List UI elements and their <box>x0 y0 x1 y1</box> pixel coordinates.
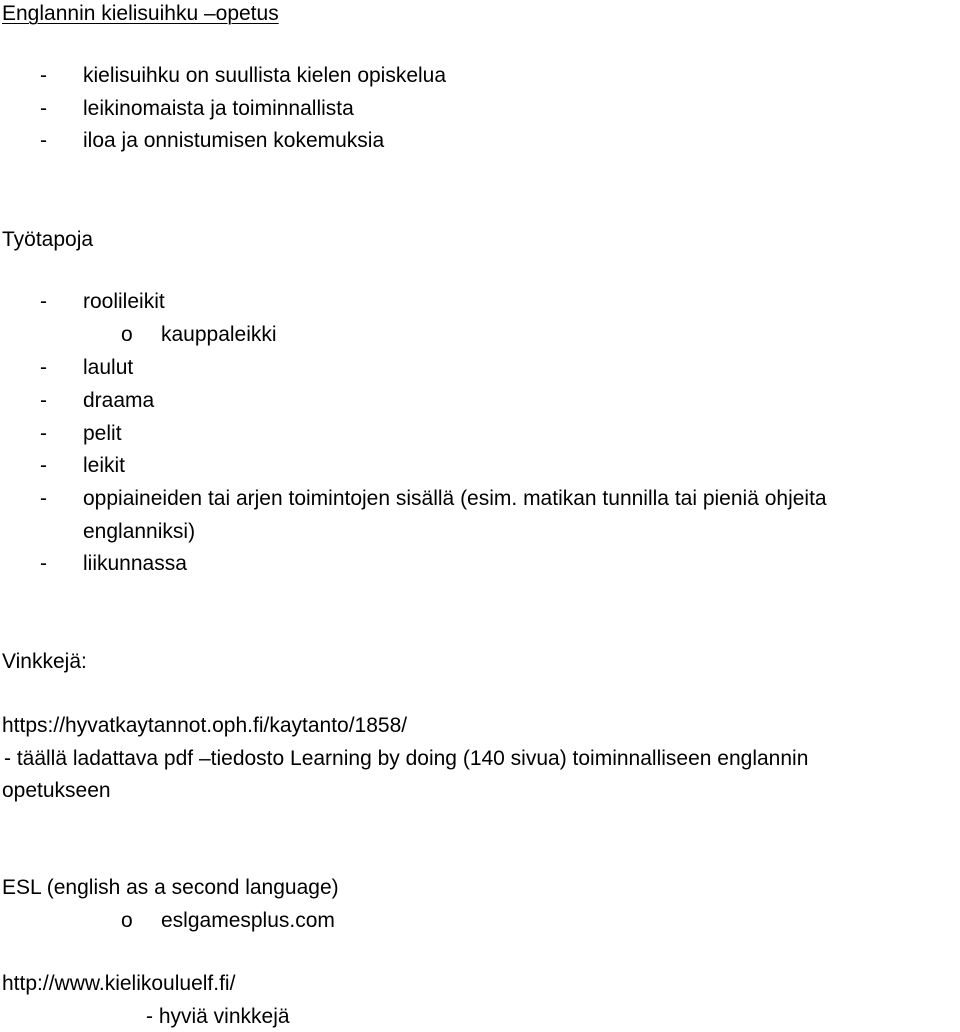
list-item: roolileikit <box>83 290 165 313</box>
section-heading-tyotapoja: Työtapoja <box>2 228 94 251</box>
link-description: - hyviä vinkkejä <box>146 1005 290 1028</box>
sub-list-bullet: o <box>121 323 133 346</box>
sub-list-bullet: o <box>121 909 133 932</box>
list-item: iloa ja onnistumisen kokemuksia <box>83 129 385 152</box>
list-bullet: - <box>40 64 47 87</box>
link-eslgamesplus[interactable]: eslgamesplus.com <box>161 909 335 932</box>
esl-heading: ESL (english as a second language) <box>2 876 339 899</box>
list-item: oppiaineiden tai arjen toimintojen sisällä (esim. matikan tunnilla tai pieniä ohjeita <box>83 487 827 510</box>
list-bullet: - <box>40 552 47 575</box>
document-title: Englannin kielisuihku –opetus <box>2 2 279 25</box>
link-description-continuation: opetukseen <box>2 779 111 802</box>
list-bullet: - <box>40 356 47 379</box>
list-item: liikunnassa <box>83 552 187 575</box>
sub-list-item: kauppaleikki <box>161 323 277 346</box>
list-bullet: - <box>40 129 47 152</box>
link-kielikouluelf[interactable]: http://www.kielikouluelf.fi/ <box>2 972 236 995</box>
list-item: draama <box>83 389 155 412</box>
list-bullet: - <box>40 487 47 510</box>
section-heading-vinkkeja: Vinkkejä: <box>2 650 87 673</box>
list-item: laulut <box>83 356 134 379</box>
link-description: - täällä ladattava pdf –tiedosto Learning by doing (140 sivua) toiminnalliseen englannin <box>4 747 809 770</box>
list-item: kielisuihku on suullista kielen opiskelua <box>83 64 447 87</box>
list-item: leikit <box>83 454 126 477</box>
list-bullet: - <box>40 290 47 313</box>
link-hyvatkaytannot[interactable]: https://hyvatkaytannot.oph.fi/kaytanto/1858/ <box>2 714 408 737</box>
list-item-continuation: englanniksi) <box>83 520 196 543</box>
list-item: leikinomaista ja toiminnallista <box>83 97 354 120</box>
list-bullet: - <box>40 389 47 412</box>
list-bullet: - <box>40 454 47 477</box>
list-bullet: - <box>40 422 47 445</box>
list-bullet: - <box>40 97 47 120</box>
list-item: pelit <box>83 422 122 445</box>
